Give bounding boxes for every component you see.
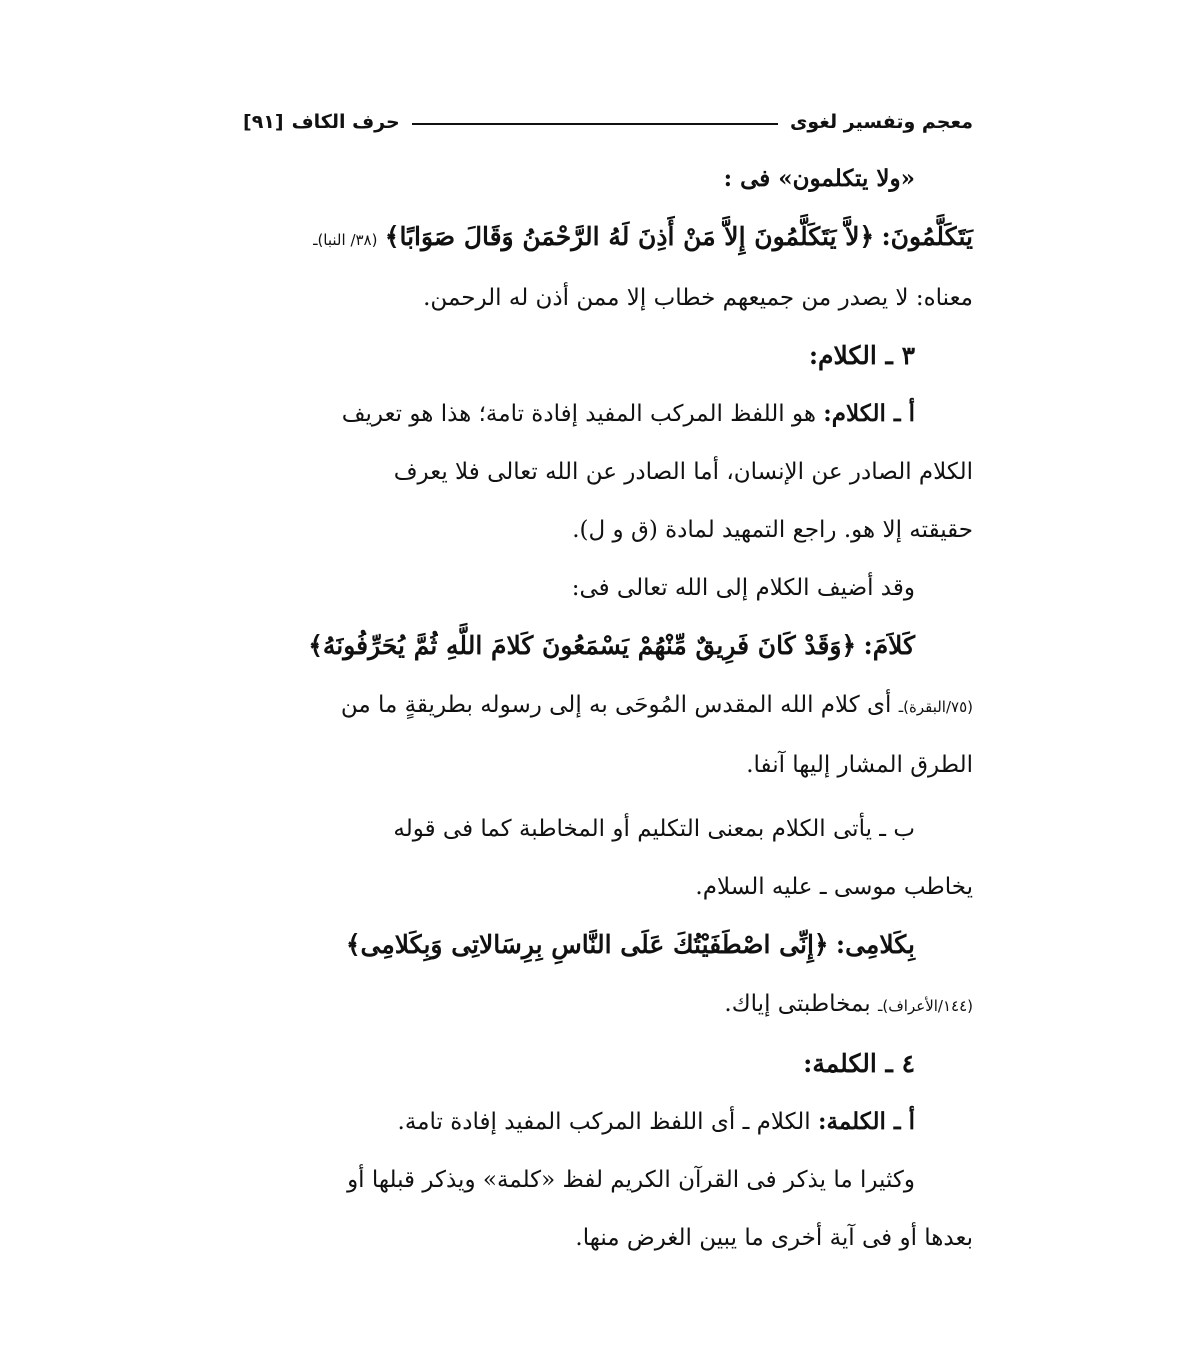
paragraph-7-line-2: الطرق المشار إليها آنفا. (746, 752, 973, 778)
verse-reference: (١٤٤/الأعراف)ـ (878, 997, 973, 1015)
verse-reference: (٣٨/ النبا)ـ (313, 231, 378, 249)
paragraph-5: وقد أضيف الكلام إلى الله تعالى فى: (571, 575, 915, 601)
verse-line-3 (243, 916, 973, 975)
verse-text: ﴿لاَّ يَتَكَلَّمُونَ إِلاَّ مَنْ أَذِنَ لَهُ الرَّحْمَنُ وَقَالَ صَوَابًا﴾ (384, 222, 875, 251)
definition-text: الكلام ـ أى اللفظ المركب المفيد إفادة تامة. (397, 1109, 811, 1135)
verse-word: كَلاَمَ: (863, 631, 915, 660)
definition-text: هو اللفظ المركب المفيد إفادة تامة؛ هذا هو تعريف (341, 401, 816, 427)
paragraph-12-line-2: بعدها أو فى آية أخرى ما يبين الغرض منها. (575, 1225, 973, 1251)
verse-word: بِكَلامِى: (835, 930, 915, 959)
page-body (243, 150, 973, 1267)
verse-reference: (٧٥/البقرة)ـ (898, 698, 973, 716)
heading-4: ٤ ـ الكلمة: (803, 1049, 915, 1078)
paragraph-11 (243, 1093, 973, 1151)
verse-word: يَتَكَلَّمُونَ: (881, 222, 973, 251)
explanation-text: أى كلام الله المقدس المُوحَى به إلى رسوله بطريقةٍ ما من (340, 692, 892, 718)
book-title: معجم وتفسير لغوى (789, 111, 973, 133)
verse-line-1 (243, 208, 973, 269)
definition-lead: أ ـ الكلمة: (818, 1108, 915, 1135)
paragraph-8-line-2: يخاطب موسى ـ عليه السلام. (695, 874, 973, 900)
verse-text: ﴿إِنِّى اصْطَفَيْتُكَ عَلَى النَّاسِ بِرِسَالاتِى وَبِكَلامِى﴾ (345, 930, 829, 959)
paragraph-4-line-3: حقيقته إلا هو. راجع التمهيد لمادة (ق و ل). (572, 517, 973, 543)
running-header (243, 104, 973, 140)
paragraph-10 (243, 975, 973, 1035)
paragraph-8-line-1: ب ـ يأتى الكلام بمعنى التكليم أو المخاطبة كما فى قوله (393, 816, 915, 842)
heading-3: ٣ ـ الكلام: (808, 341, 915, 370)
verse-line-2 (243, 617, 973, 676)
paragraph-4-line-2: الكلام الصادر عن الإنسان، أما الصادر عن الله تعالى فلا يعرف (393, 459, 973, 485)
section-title: حرف الكاف (291, 111, 400, 133)
paragraph-7-line-1 (243, 676, 973, 736)
paragraph-4-line-1 (243, 385, 973, 443)
paragraph-1: «ولا يتكلمون» فى : (723, 165, 915, 192)
page-number: [٩١] (243, 111, 284, 133)
paragraph-12-line-1: وكثيرا ما يذكر فى القرآن الكريم لفظ «كلمة» ويذكر قبلها أو (347, 1167, 915, 1193)
explanation-text: بمخاطبتى إياك. (724, 991, 871, 1017)
header-rule (412, 123, 778, 125)
definition-lead: أ ـ الكلام: (823, 400, 915, 427)
paragraph-3: معناه: لا يصدر من جميعهم خطاب إلا ممن أذن له الرحمن. (423, 285, 973, 311)
verse-text: ﴿وَقَدْ كَانَ فَرِيقٌ مِّنْهُمْ يَسْمَعُونَ كَلامَ اللَّهِ ثُمَّ يُحَرِّفُونَهُ﴾ (308, 631, 857, 660)
